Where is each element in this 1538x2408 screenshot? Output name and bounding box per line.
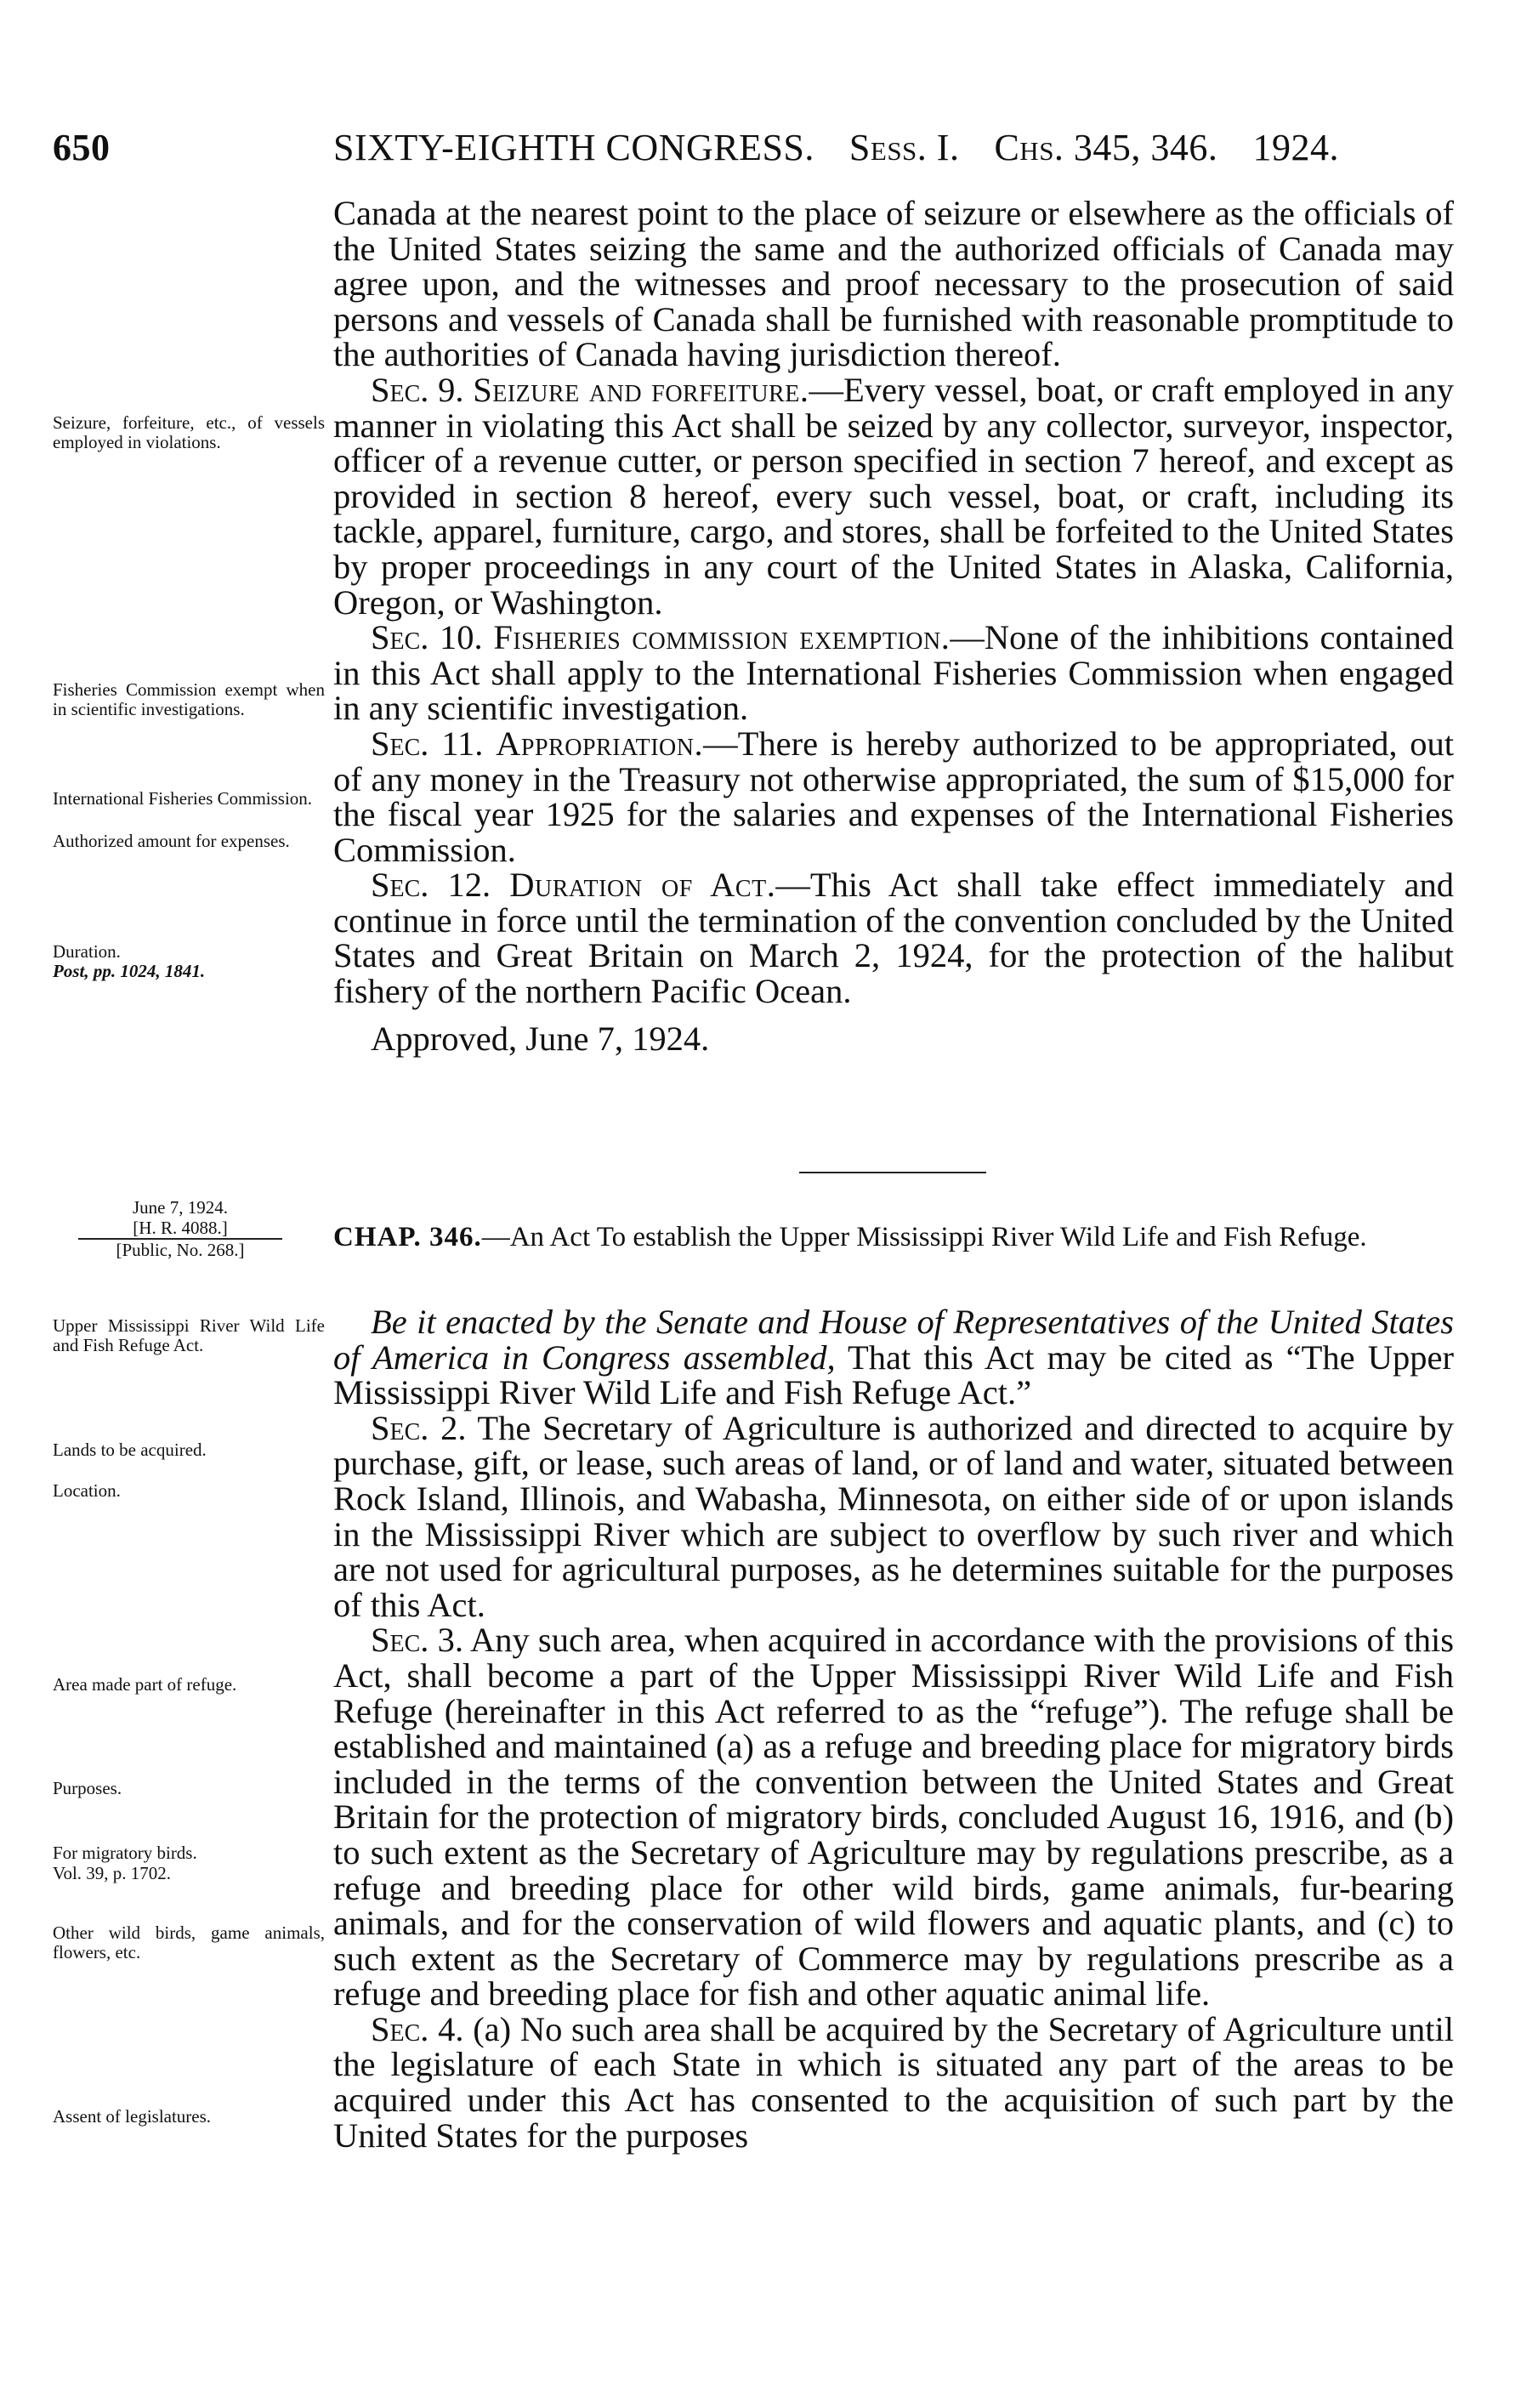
running-head-chapters: Chs. 345, 346.: [994, 127, 1218, 168]
margin-note-duration: Duration.: [53, 941, 121, 962]
bill-info: [53, 1197, 308, 1260]
section-10-text: —None of the inhibitions contained in this Act shall apply to the International Fisheries Commission when engaged in any scientific investigation.: [333, 618, 1454, 728]
section-11-text: —There is hereby authorized to be appropriated, out of any money in the Treasury not otherwise appropriated, the sum of $15,000 for the fiscal year 1925 for the salaries and expenses of the International Fisheries Commission.: [333, 724, 1455, 869]
section-10-number: Sec. 10.: [371, 618, 483, 657]
section-9-heading: Seizure and forfeiture.: [473, 370, 809, 409]
chapter-345-text: [333, 196, 1454, 1056]
page-number: 650: [53, 127, 111, 168]
bill-number: [H. R. 4088.]: [133, 1218, 228, 1238]
section-9-text: —Every vessel, boat, or craft employed in any manner in violating this Act shall be seized by any collector, surveyor, inspector, officer of a revenue cutter, or person specified in section 7 hereof, and except as provided in section 8 hereof, every such vessel, boat, or craft, including its tackle, apparel, furniture, cargo, and stores, shall be forfeited to the United States by proper proceedings in any court of the United States in Alaska, California, Oregon, or Washington.: [333, 370, 1454, 622]
section-2-text: The Secretary of Agriculture is authorized and directed to acquire by purchase, gift, or lease, such areas of land, or of land and water, situated between Rock Island, Illinois, and Wabasha, Minnesota, on either side of or upon islands in the Mississippi River which are subject to overflow by such river and which are not used for agricultural purposes, as he determines suitable for the purposes of this Act.: [333, 1408, 1454, 1624]
margin-note-intl-commission: International Fisheries Commission.: [53, 788, 313, 809]
section-10-heading: Fisheries commission exemption.: [493, 618, 951, 657]
margin-note-seizure: Seizure, forfeiture, etc., of vessels employed in violations.: [53, 412, 325, 452]
section-divider: [799, 1172, 986, 1173]
margin-note-post-reference: [53, 962, 325, 981]
margin-note-volume-ref: Vol. 39, p. 1702.: [53, 1863, 172, 1883]
margin-note-assent: Assent of legislatures.: [53, 2106, 212, 2127]
chapter-346-label: CHAP. 346.: [333, 1222, 482, 1252]
running-head-congress: SIXTY-EIGHTH CONGRESS.: [333, 127, 814, 168]
chapter-346-title: —An Act To establish the Upper Mississippi River Wild Life and Fish Refuge.: [481, 1222, 1367, 1252]
running-head-session: Sess. I.: [848, 127, 960, 168]
section-9-number: Sec. 9.: [371, 370, 464, 409]
section-12-number: Sec. 12.: [371, 866, 491, 905]
chapter-346-text: [333, 1304, 1454, 2153]
continuation-paragraph: Canada at the nearest point to the place of seizure or elsewhere as the officials of the United States seizing the same and the authorized officials of Canada may agree upon, and the witnesses and proof necessary to the prosecution of said persons and vessels of Canada shall be furnished with reasonable promptitude to the authorities of Canada having jurisdiction thereof.: [333, 194, 1454, 374]
margin-note-location: Location.: [53, 1480, 121, 1501]
approved-line: Approved, June 7, 1924.: [371, 1019, 710, 1058]
running-head: [333, 126, 1473, 169]
margin-note-migratory-birds: For migratory birds.: [53, 1843, 197, 1863]
section-3-number: Sec. 3.: [371, 1621, 464, 1660]
section-4-text: (a) No such area shall be acquired by the Secretary of Agriculture until the legislature of each State in which is situated any part of the areas to be acquired under this Act has consented to the acquisition of such part by the United States for the purposes: [333, 2009, 1454, 2155]
section-2: [333, 1408, 1454, 1624]
margin-note-post: Post, pp. 1024, 1841.: [53, 961, 206, 981]
margin-note-refuge-act: Upper Mississippi River Wild Life and Fish Refuge Act.: [53, 1315, 325, 1355]
section-11: [333, 726, 1454, 867]
section-2-number: Sec. 2.: [371, 1408, 467, 1447]
section-10: [333, 620, 1454, 726]
section-4-number: Sec. 4.: [371, 2009, 464, 2048]
margin-note-authorized-amount: Authorized amount for expenses.: [53, 831, 290, 851]
margin-note-area-refuge: Area made part of refuge.: [53, 1674, 237, 1695]
running-head-year: 1924.: [1252, 127, 1339, 168]
margin-note-other-wildlife: Other wild birds, game animals, flowers, etc.: [53, 1922, 325, 1962]
enacting-clause-italic: Be it enacted by the Senate and House of Representatives of the United States of America in Congress assembled,: [333, 1303, 1454, 1377]
section-12-heading: Duration of Act.: [509, 866, 776, 905]
bill-date: June 7, 1924.: [133, 1197, 228, 1218]
enacting-clause: [333, 1304, 1454, 1411]
margin-note-lands: Lands to be acquired.: [53, 1440, 207, 1460]
public-number: [Public, No. 268.]: [116, 1240, 245, 1260]
section-4: [333, 2009, 1454, 2155]
section-9: [333, 372, 1454, 620]
section-11-heading: Appropriation.: [496, 724, 704, 763]
section-3-text: Any such area, when acquired in accordance with the provisions of this Act, shall become a part of the Upper Mississippi River Wild Life and Fish Refuge (hereinafter in this Act referred to as the “refuge”). The refuge shall be established and maintained (a) as a refuge and breeding place for migratory birds included in the terms of the convention between the United States and Great Britain for the protection of migratory birds, concluded August 16, 1916, and (b) to such extent as the Secretary of Agriculture may by regulations prescribe, as a refuge and breeding place for other wild birds, game animals, fur-bearing animals, and for the conservation of wild flowers and aquatic plants, and (c) to such extent as the Secretary of Commerce may by regulations prescribe as a refuge and breeding place for fish and other aquatic animal life.: [333, 1621, 1454, 2013]
section-11-number: Sec. 11.: [371, 724, 484, 763]
margin-note-purposes: Purposes.: [53, 1778, 122, 1798]
enacting-clause-text: That this Act may be cited as “The Upper Mississippi River Wild Life and Fish Refuge Act.”: [333, 1337, 1455, 1412]
chapter-346-heading: [333, 1221, 1454, 1253]
section-12-text: —This Act shall take effect immediately and continue in force until the termination of the convention concluded by the United States and Great Britain on March 2, 1924, for the protection of the halibut fishery of the northern Pacific Ocean.: [333, 866, 1455, 1011]
section-3: [333, 1622, 1454, 2012]
margin-note-fisheries-exempt: Fisheries Commission exempt when in scientific investigations.: [53, 679, 325, 719]
section-12: [333, 866, 1455, 1011]
